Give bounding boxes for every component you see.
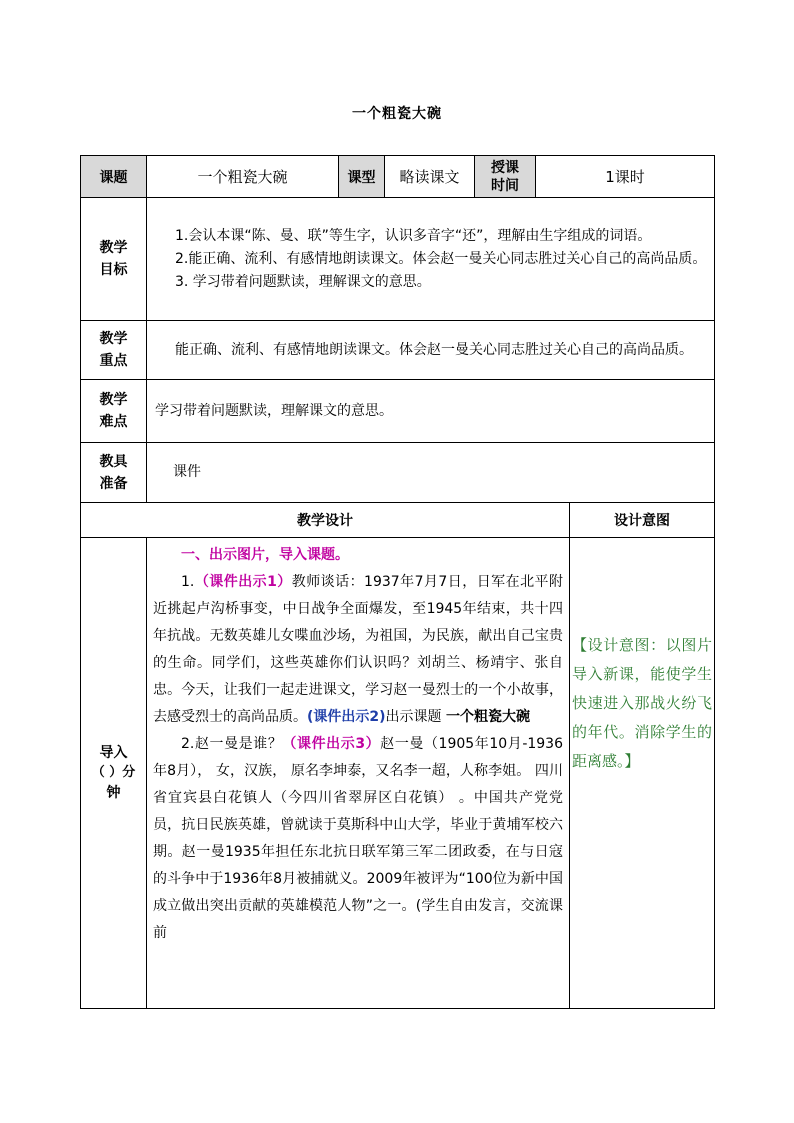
tools-label: 教具 准备 — [81, 443, 147, 503]
type-value: 略读课文 — [385, 156, 475, 198]
key-points-label: 教学 重点 — [81, 321, 147, 380]
intro-row — [81, 538, 715, 1009]
difficulties-content: 学习带着问题默读，理解课文的意思。 — [147, 380, 715, 443]
goals-label: 教学 目标 — [81, 198, 147, 321]
type-label: 课型 — [339, 156, 385, 198]
intro-section-title: 一、出示图片，导入课题。 — [181, 547, 349, 563]
header-row — [81, 156, 715, 198]
design-header: 教学设计 — [81, 503, 570, 538]
key-points-content: 能正确、流利、有感情地朗读课文。体会赵一曼关心同志胜过关心自己的高尚品质。 — [147, 321, 715, 380]
subject-value: 一个粗瓷大碗 — [147, 156, 339, 198]
subject-label: 课题 — [81, 156, 147, 198]
tools-content: 课件 — [147, 443, 715, 503]
tools-row — [81, 443, 715, 503]
key-points-row — [81, 321, 715, 380]
difficulties-label: 教学 难点 — [81, 380, 147, 443]
lesson-plan-table — [80, 155, 715, 1009]
difficulties-row — [81, 380, 715, 443]
intro-content — [147, 538, 570, 1009]
time-value: 1课时 — [536, 156, 715, 198]
goals-content — [147, 198, 715, 321]
goal-item: 1.会认本课“陈、曼、联”等生字，认识多音字“还”，理解由生字组成的词语。 — [175, 227, 652, 244]
intro-label: 导入 （ ）分 钟 — [81, 538, 147, 1009]
intro-paragraph-1: 1.（课件出示1）教师谈话：1937年7月7日，日军在北平附近挑起卢沟桥事变，中日战争全面爆发，至1945年结束，共十四年抗战。无数英雄儿女喋血沙场，为祖国，为民族，献出自己宝贵的生命。同学们，这些英雄你们认识吗？刘胡兰、杨靖宇、张自忠。今天，让我们一起走进课文，学习赵一曼烈士的一个小故事，去感受烈士的高尚品质。(课件出示2)出示课题 一个粗瓷大碗 — [153, 574, 563, 725]
page-title: 一个粗瓷大碗 — [352, 106, 442, 122]
intro-paragraph-2: 2.赵一曼是谁？（课件出示3）赵一曼（1905年10月-1936年8月）， 女，汉族， 原名李坤泰，又名李一超，人称李姐。 四川省宜宾县白花镇人（今四川省翠屏区白花镇） 。中国共产党党员，抗日民族英雄，曾就读于莫斯科中山大学，毕业于黄埔军校六期。赵一曼1935年担任东北抗日联军第三军二团政委，在与日寇的斗争中于1936年8月被捕就义。2009年被评为“100位为新中国成立做出突出贡献的英雄模范人物”之一。(学生自由发言，交流课前 — [153, 736, 564, 941]
intent-header: 设计意图 — [570, 503, 715, 538]
lesson-topic: 一个粗瓷大碗 — [446, 709, 530, 725]
goals-row — [81, 198, 715, 321]
goal-item: 2.能正确、流利、有感情地朗读课文。体会赵一曼关心同志胜过关心自己的高尚品质。 — [175, 250, 707, 267]
goal-item: 3. 学习带着问题默读，理解课文的意思。 — [175, 273, 431, 290]
time-label: 授课 时间 — [475, 156, 536, 198]
design-header-row — [81, 503, 715, 538]
intro-intent: 【设计意图：以图片导入新课，能使学生快速进入那战火纷飞的年代。消除学生的距离感。】 — [570, 538, 715, 1009]
